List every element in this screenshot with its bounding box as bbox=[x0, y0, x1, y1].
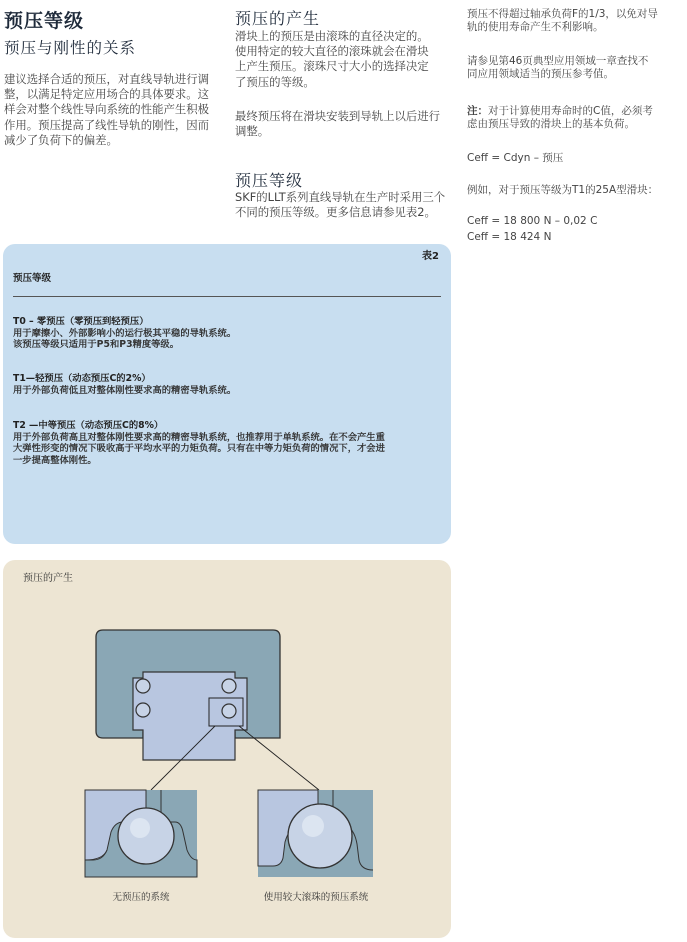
formula-result: Ceff = 18 424 N bbox=[467, 231, 552, 243]
table-divider bbox=[13, 296, 441, 297]
formula-ceff: Ceff = Cdyn – 预压 bbox=[467, 152, 564, 164]
formula-example: Ceff = 18 800 N – 0,02 C bbox=[467, 215, 598, 227]
table-row-t1: T1—轻预压（动态预压C的2%） 用于外部负荷低且对整体刚性要求高的精密导轨系统。 bbox=[13, 373, 237, 396]
section-subtitle: 预压与刚性的关系 bbox=[4, 39, 137, 57]
ball-top-right bbox=[222, 679, 236, 693]
mount-paragraph: 最终预压将在滑块安装到导轨上以后进行 调整。 bbox=[235, 109, 441, 139]
figure-title: 预压的产生 bbox=[23, 573, 73, 584]
ball-bottom-right bbox=[222, 704, 236, 718]
guide-diagram bbox=[3, 560, 451, 938]
table-heading: 预压等级 bbox=[13, 273, 52, 284]
figure-preload-generation bbox=[3, 560, 451, 938]
table-row-t0: T0 – 零预压（零预压到轻预压） 用于摩擦小、外部影响小的运行极其平稳的导轨系统。 该预压等级只适用于P5和P3精度等级。 bbox=[13, 316, 237, 350]
detail-with-preload bbox=[258, 790, 373, 877]
origin-heading: 预压的产生 bbox=[235, 9, 321, 28]
table-number: 表2 bbox=[422, 251, 439, 262]
table-preload-classes bbox=[3, 244, 451, 544]
example-text: 例如，对于预压等级为T1的25A型滑块： bbox=[467, 184, 659, 196]
origin-paragraph: 滑块上的预压是由滚珠的直径决定的。 使用特定的较大直径的滚珠就会在滑块 上产生预压。滚珠尺寸大小的选择决定 了预压的等级。 bbox=[235, 29, 429, 89]
caption-with-preload: 使用较大滚珠的预压系统 bbox=[263, 892, 369, 903]
intro-paragraph: 建议选择合适的预压，对直线导轨进行调 整，以满足特定应用场合的具体要求。这 样会对整个线性导向系统的性能产生积极 作用。预压提高了线性导轨的刚性，因而 减少了负荷下的偏差。 bbox=[4, 72, 210, 147]
classes-heading: 预压等级 bbox=[235, 171, 304, 190]
note-paragraph: 注：对于计算使用寿命时的C值，必须考 虑由预压导致的滑块上的基本负荷。 bbox=[467, 105, 653, 130]
caption-no-preload: 无预压的系统 bbox=[112, 892, 170, 903]
note-label: 注： bbox=[467, 105, 488, 117]
ball-bottom-left bbox=[136, 703, 150, 717]
table-row-t2: T2 —中等预压（动态预压C的8%） 用于外部负荷高且对整体刚性要求高的精密导轨系统，也推荐用于单轨系统。在不会产生重 大弹性形变的情况下吸收高于平均水平的力矩负荷。只有在中等力矩负荷的情况下，才会进 一步提高整体刚性。 bbox=[13, 420, 385, 466]
detail-no-preload bbox=[85, 790, 197, 877]
reference-paragraph: 请参见第46页典型应用领域一章查找不 同应用领域适当的预压参考值。 bbox=[467, 55, 649, 80]
page-title: 预压等级 bbox=[4, 10, 85, 32]
classes-paragraph: SKF的LLT系列直线导轨在生产时采用三个 不同的预压等级。更多信息请参见表2。 bbox=[235, 190, 446, 220]
ball-top-left bbox=[136, 679, 150, 693]
limit-paragraph: 预压不得超过轴承负荷F的1/3，以免对导 轨的使用寿命产生不利影响。 bbox=[467, 8, 658, 33]
